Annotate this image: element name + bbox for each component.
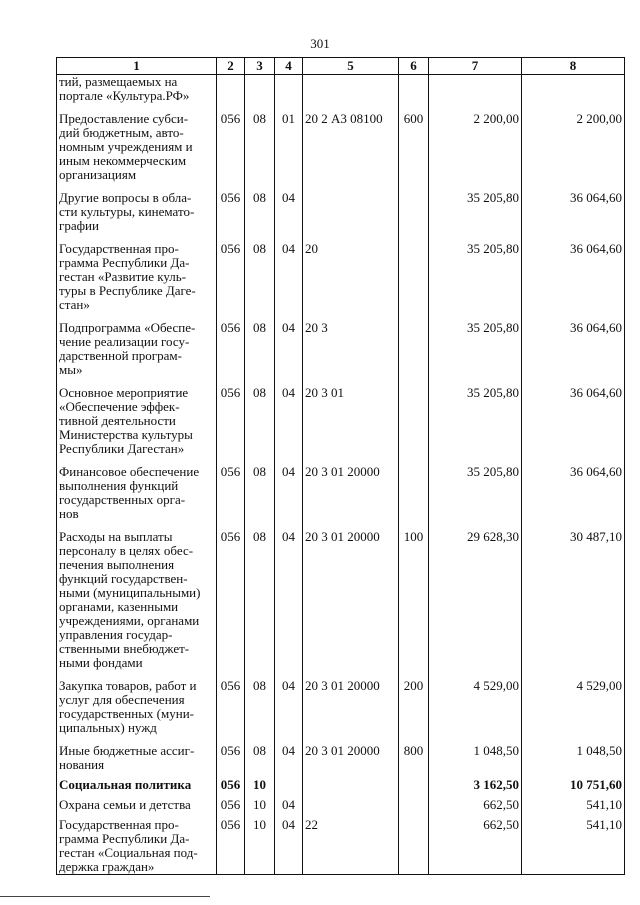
header-col-7: 7 <box>429 58 522 75</box>
table-row <box>57 818 625 875</box>
row-expense-type: 800 <box>399 744 429 772</box>
row-expense-type <box>399 818 429 875</box>
row-target-article <box>303 798 399 812</box>
row-name: Другие вопросы в обла- сти культуры, кинемато- графии <box>57 191 217 233</box>
row-expense-type: 200 <box>399 679 429 735</box>
spacer-cell <box>399 182 429 191</box>
row-target-article: 20 2 А3 08100 <box>303 112 399 182</box>
row-amount-year1: 35 205,80 <box>429 242 522 312</box>
row-target-article: 20 3 01 20000 <box>303 744 399 772</box>
row-expense-type <box>399 242 429 312</box>
row-subsection: 04 <box>275 679 303 735</box>
row-section: 08 <box>245 191 275 233</box>
row-amount-year1: 3 162,50 <box>429 778 522 792</box>
spacer-cell <box>399 377 429 386</box>
row-name: Закупка товаров, работ и услуг для обеспечения государственных (муни- ципальных) нужд <box>57 679 217 735</box>
table-row <box>57 191 625 233</box>
header-col-6: 6 <box>399 58 429 75</box>
page-number: 301 <box>310 36 330 51</box>
row-admin-code: 056 <box>217 321 245 377</box>
spacer-cell <box>303 182 399 191</box>
table-header-row <box>57 58 625 75</box>
row-name: Социальная политика <box>57 778 217 792</box>
row-target-article: 20 3 <box>303 321 399 377</box>
row-section: 08 <box>245 744 275 772</box>
row-section: 10 <box>245 798 275 812</box>
header-col-1: 1 <box>57 58 217 75</box>
row-amount-year1: 35 205,80 <box>429 465 522 521</box>
row-subsection: 04 <box>275 321 303 377</box>
row-section: 10 <box>245 778 275 792</box>
row-admin-code <box>217 75 245 104</box>
row-subsection <box>275 778 303 792</box>
table-row <box>57 679 625 735</box>
row-target-article: 20 3 01 <box>303 386 399 456</box>
row-expense-type <box>399 386 429 456</box>
row-name: Предоставление субси- дий бюджетным, авто- номным учреждениям и иным некоммерческим организациям <box>57 112 217 182</box>
row-admin-code: 056 <box>217 465 245 521</box>
table-body <box>57 75 625 875</box>
header-col-8: 8 <box>522 58 625 75</box>
row-name: Подпрограмма «Обеспе- чение реализации госу- дарственной програм- мы» <box>57 321 217 377</box>
row-section: 08 <box>245 465 275 521</box>
row-subsection <box>275 75 303 104</box>
row-admin-code: 056 <box>217 679 245 735</box>
row-admin-code: 056 <box>217 242 245 312</box>
row-amount-year2: 10 751,60 <box>522 778 625 792</box>
table-row <box>57 112 625 182</box>
header-col-3: 3 <box>245 58 275 75</box>
header-col-4: 4 <box>275 58 303 75</box>
budget-table <box>56 57 625 875</box>
row-amount-year1: 35 205,80 <box>429 321 522 377</box>
row-target-article: 20 <box>303 242 399 312</box>
table-row <box>57 744 625 772</box>
row-section: 08 <box>245 386 275 456</box>
row-name: Иные бюджетные ассиг- нования <box>57 744 217 772</box>
row-name: Государственная про- грамма Республики Да- гестан «Развитие куль- туры в Республике Даге- стан» <box>57 242 217 312</box>
row-name: Расходы на выплаты персоналу в целях обес- печения выполнения функций государствен- ными (муниципальными) органами, казенными учреждениями, органами управления государ- ственными внебюджет- ными фондами <box>57 530 217 670</box>
row-amount-year2: 541,10 <box>522 818 625 875</box>
table-row <box>57 465 625 521</box>
row-subsection: 04 <box>275 386 303 456</box>
table-row <box>57 530 625 670</box>
row-expense-type <box>399 321 429 377</box>
footer-divider <box>0 896 210 897</box>
row-target-article <box>303 75 399 104</box>
row-admin-code: 056 <box>217 798 245 812</box>
row-target-article: 22 <box>303 818 399 875</box>
row-amount-year2: 36 064,60 <box>522 386 625 456</box>
row-target-article <box>303 191 399 233</box>
table-row <box>57 242 625 312</box>
row-subsection: 04 <box>275 242 303 312</box>
row-section: 10 <box>245 818 275 875</box>
row-amount-year2: 36 064,60 <box>522 191 625 233</box>
row-amount-year1 <box>429 75 522 104</box>
row-amount-year1: 2 200,00 <box>429 112 522 182</box>
row-expense-type <box>399 798 429 812</box>
row-target-article: 20 3 01 20000 <box>303 465 399 521</box>
row-name: тий, размещаемых на портале «Культура.РФ» <box>57 75 217 104</box>
table-row <box>57 798 625 812</box>
row-section: 08 <box>245 321 275 377</box>
spacer-cell <box>399 233 429 242</box>
row-name: Охрана семьи и детства <box>57 798 217 812</box>
row-amount-year2: 36 064,60 <box>522 465 625 521</box>
row-amount-year1: 4 529,00 <box>429 679 522 735</box>
row-amount-year2: 1 048,50 <box>522 744 625 772</box>
spacer-cell <box>399 312 429 321</box>
row-expense-type <box>399 778 429 792</box>
row-amount-year2: 2 200,00 <box>522 112 625 182</box>
row-amount-year1: 1 048,50 <box>429 744 522 772</box>
header-col-2: 2 <box>217 58 245 75</box>
row-subsection: 04 <box>275 818 303 875</box>
row-amount-year2: 541,10 <box>522 798 625 812</box>
row-amount-year2: 30 487,10 <box>522 530 625 670</box>
row-section <box>245 75 275 104</box>
row-section: 08 <box>245 679 275 735</box>
row-expense-type: 100 <box>399 530 429 670</box>
row-expense-type <box>399 191 429 233</box>
row-admin-code: 056 <box>217 191 245 233</box>
row-expense-type: 600 <box>399 112 429 182</box>
row-target-article <box>303 778 399 792</box>
table-row <box>57 75 625 104</box>
row-amount-year1: 29 628,30 <box>429 530 522 670</box>
row-target-article: 20 3 01 20000 <box>303 530 399 670</box>
row-section: 08 <box>245 530 275 670</box>
row-amount-year2 <box>522 75 625 104</box>
row-subsection: 04 <box>275 744 303 772</box>
row-amount-year2: 4 529,00 <box>522 679 625 735</box>
spacer-cell <box>399 456 429 465</box>
row-amount-year1: 35 205,80 <box>429 191 522 233</box>
row-section: 08 <box>245 112 275 182</box>
row-subsection: 04 <box>275 530 303 670</box>
row-amount-year1: 35 205,80 <box>429 386 522 456</box>
row-amount-year2: 36 064,60 <box>522 321 625 377</box>
table-row <box>57 321 625 377</box>
row-subsection: 01 <box>275 112 303 182</box>
row-section: 08 <box>245 242 275 312</box>
row-target-article: 20 3 01 20000 <box>303 679 399 735</box>
header-col-5: 5 <box>303 58 399 75</box>
row-name: Государственная про- грамма Республики Да- гестан «Социальная под- держка граждан» <box>57 818 217 875</box>
row-admin-code: 056 <box>217 530 245 670</box>
row-admin-code: 056 <box>217 112 245 182</box>
row-amount-year2: 36 064,60 <box>522 242 625 312</box>
table-row <box>57 778 625 792</box>
row-amount-year1: 662,50 <box>429 798 522 812</box>
row-expense-type <box>399 465 429 521</box>
row-name: Финансовое обеспечение выполнения функций государственных орга- нов <box>57 465 217 521</box>
row-admin-code: 056 <box>217 818 245 875</box>
table-row <box>57 386 625 456</box>
row-amount-year1: 662,50 <box>429 818 522 875</box>
row-subsection: 04 <box>275 191 303 233</box>
row-admin-code: 056 <box>217 744 245 772</box>
row-subsection: 04 <box>275 465 303 521</box>
row-expense-type <box>399 75 429 104</box>
row-admin-code: 056 <box>217 778 245 792</box>
row-admin-code: 056 <box>217 386 245 456</box>
row-name: Основное мероприятие «Обеспечение эффек- тивной деятельности Министерства культуры Республики Дагестан» <box>57 386 217 456</box>
row-subsection: 04 <box>275 798 303 812</box>
